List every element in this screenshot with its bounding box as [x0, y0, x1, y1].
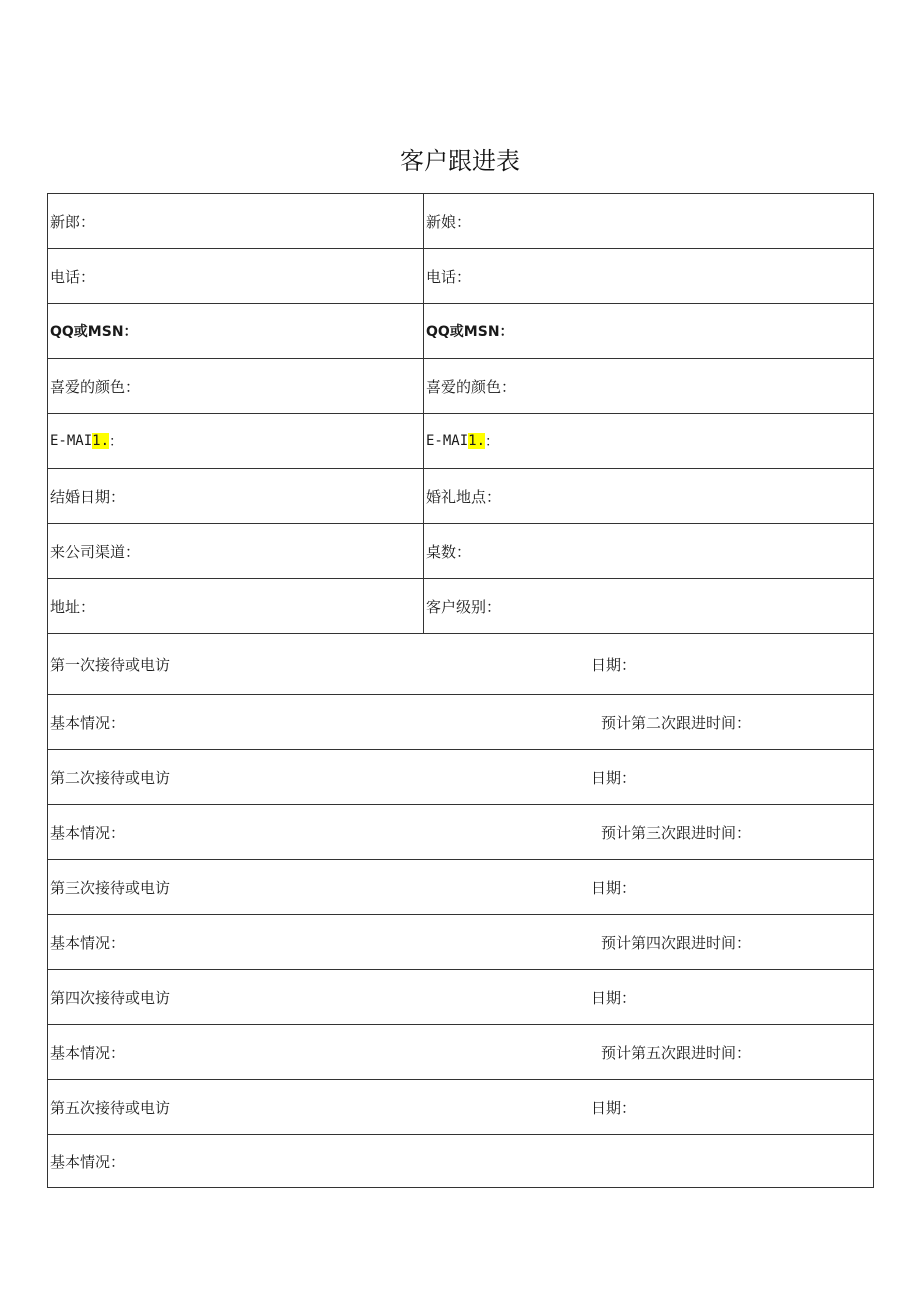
- visit-3-date-field[interactable]: 日期：: [591, 878, 637, 897]
- email-label-prefix: E-MAI: [50, 433, 93, 449]
- visit-1-label: 第一次接待或电访: [50, 655, 171, 674]
- next-follow-up-3-field[interactable]: 预计第三次跟进时间：: [601, 823, 752, 842]
- groom-qq-msn-field[interactable]: QQ或MSN：: [48, 304, 424, 358]
- bride-email-field[interactable]: [424, 414, 873, 468]
- visit-3-basic-info-field[interactable]: 基本情况：: [50, 933, 126, 952]
- page-title: 客户跟进表: [400, 147, 520, 175]
- next-follow-up-4-field[interactable]: 预计第四次跟进时间：: [601, 933, 752, 952]
- visit-1-row: [48, 634, 873, 695]
- email-label-suffix: ：: [485, 434, 500, 450]
- visit-5-row: [48, 1080, 873, 1135]
- form-row-phone: [48, 249, 873, 304]
- visit-2-details-row: [48, 805, 873, 860]
- bride-qq-msn-field[interactable]: QQ或MSN：: [426, 324, 514, 340]
- visit-4-date-field[interactable]: 日期：: [591, 988, 637, 1007]
- visit-3-details-row: [48, 915, 873, 970]
- groom-field[interactable]: 新郎：: [48, 194, 424, 248]
- visit-2-row: [48, 750, 873, 805]
- groom-phone-field[interactable]: 电话：: [48, 249, 424, 303]
- visit-4-row: [48, 970, 873, 1025]
- source-channel-field[interactable]: 来公司渠道：: [48, 524, 424, 578]
- form-row-favorite-color: [48, 359, 873, 414]
- email-label-highlight: 1.: [468, 433, 486, 449]
- bride-field[interactable]: 新娘：: [426, 212, 472, 231]
- visit-2-basic-info-field[interactable]: 基本情况：: [50, 823, 126, 842]
- customer-level-field[interactable]: 客户级别：: [426, 597, 502, 616]
- visit-1-date-field[interactable]: 日期：: [591, 655, 637, 674]
- form-row-channel-tables: [48, 524, 873, 579]
- wedding-venue-field[interactable]: 婚礼地点：: [426, 487, 502, 506]
- groom-favorite-color-field[interactable]: 喜爱的颜色：: [48, 359, 424, 413]
- visit-2-date-field[interactable]: 日期：: [591, 768, 637, 787]
- email-label-prefix: E-MAI: [426, 433, 469, 449]
- form-row-qq-msn: [48, 304, 873, 359]
- visit-3-row: [48, 860, 873, 915]
- form-row-email: [48, 414, 873, 469]
- visit-4-basic-info-field[interactable]: 基本情况：: [50, 1043, 126, 1062]
- visit-5-label: 第五次接待或电访: [50, 1098, 171, 1117]
- address-field[interactable]: 地址：: [48, 579, 424, 633]
- visit-5-details-row: [48, 1135, 873, 1187]
- visit-5-basic-info-field[interactable]: 基本情况：: [50, 1152, 126, 1171]
- groom-email-field[interactable]: [48, 414, 424, 468]
- visit-2-label: 第二次接待或电访: [50, 768, 171, 787]
- email-label-suffix: ：: [109, 434, 124, 450]
- visit-5-date-field[interactable]: 日期：: [591, 1098, 637, 1117]
- next-follow-up-5-field[interactable]: 预计第五次跟进时间：: [601, 1043, 752, 1062]
- visit-1-basic-info-field[interactable]: 基本情况：: [50, 713, 126, 732]
- bride-favorite-color-field[interactable]: 喜爱的颜色：: [426, 377, 517, 396]
- table-count-field[interactable]: 桌数：: [426, 542, 472, 561]
- wedding-date-field[interactable]: 结婚日期：: [48, 469, 424, 523]
- visit-4-details-row: [48, 1025, 873, 1080]
- form-row-wedding-date-venue: [48, 469, 873, 524]
- customer-follow-up-form: [47, 193, 874, 1188]
- visit-1-details-row: [48, 695, 873, 750]
- email-label-highlight: 1.: [92, 433, 110, 449]
- bride-phone-field[interactable]: 电话：: [426, 267, 472, 286]
- visit-4-label: 第四次接待或电访: [50, 988, 171, 1007]
- next-follow-up-2-field[interactable]: 预计第二次跟进时间：: [601, 713, 752, 732]
- visit-3-label: 第三次接待或电访: [50, 878, 171, 897]
- form-row-groom-bride: [48, 194, 873, 249]
- form-row-address-level: [48, 579, 873, 634]
